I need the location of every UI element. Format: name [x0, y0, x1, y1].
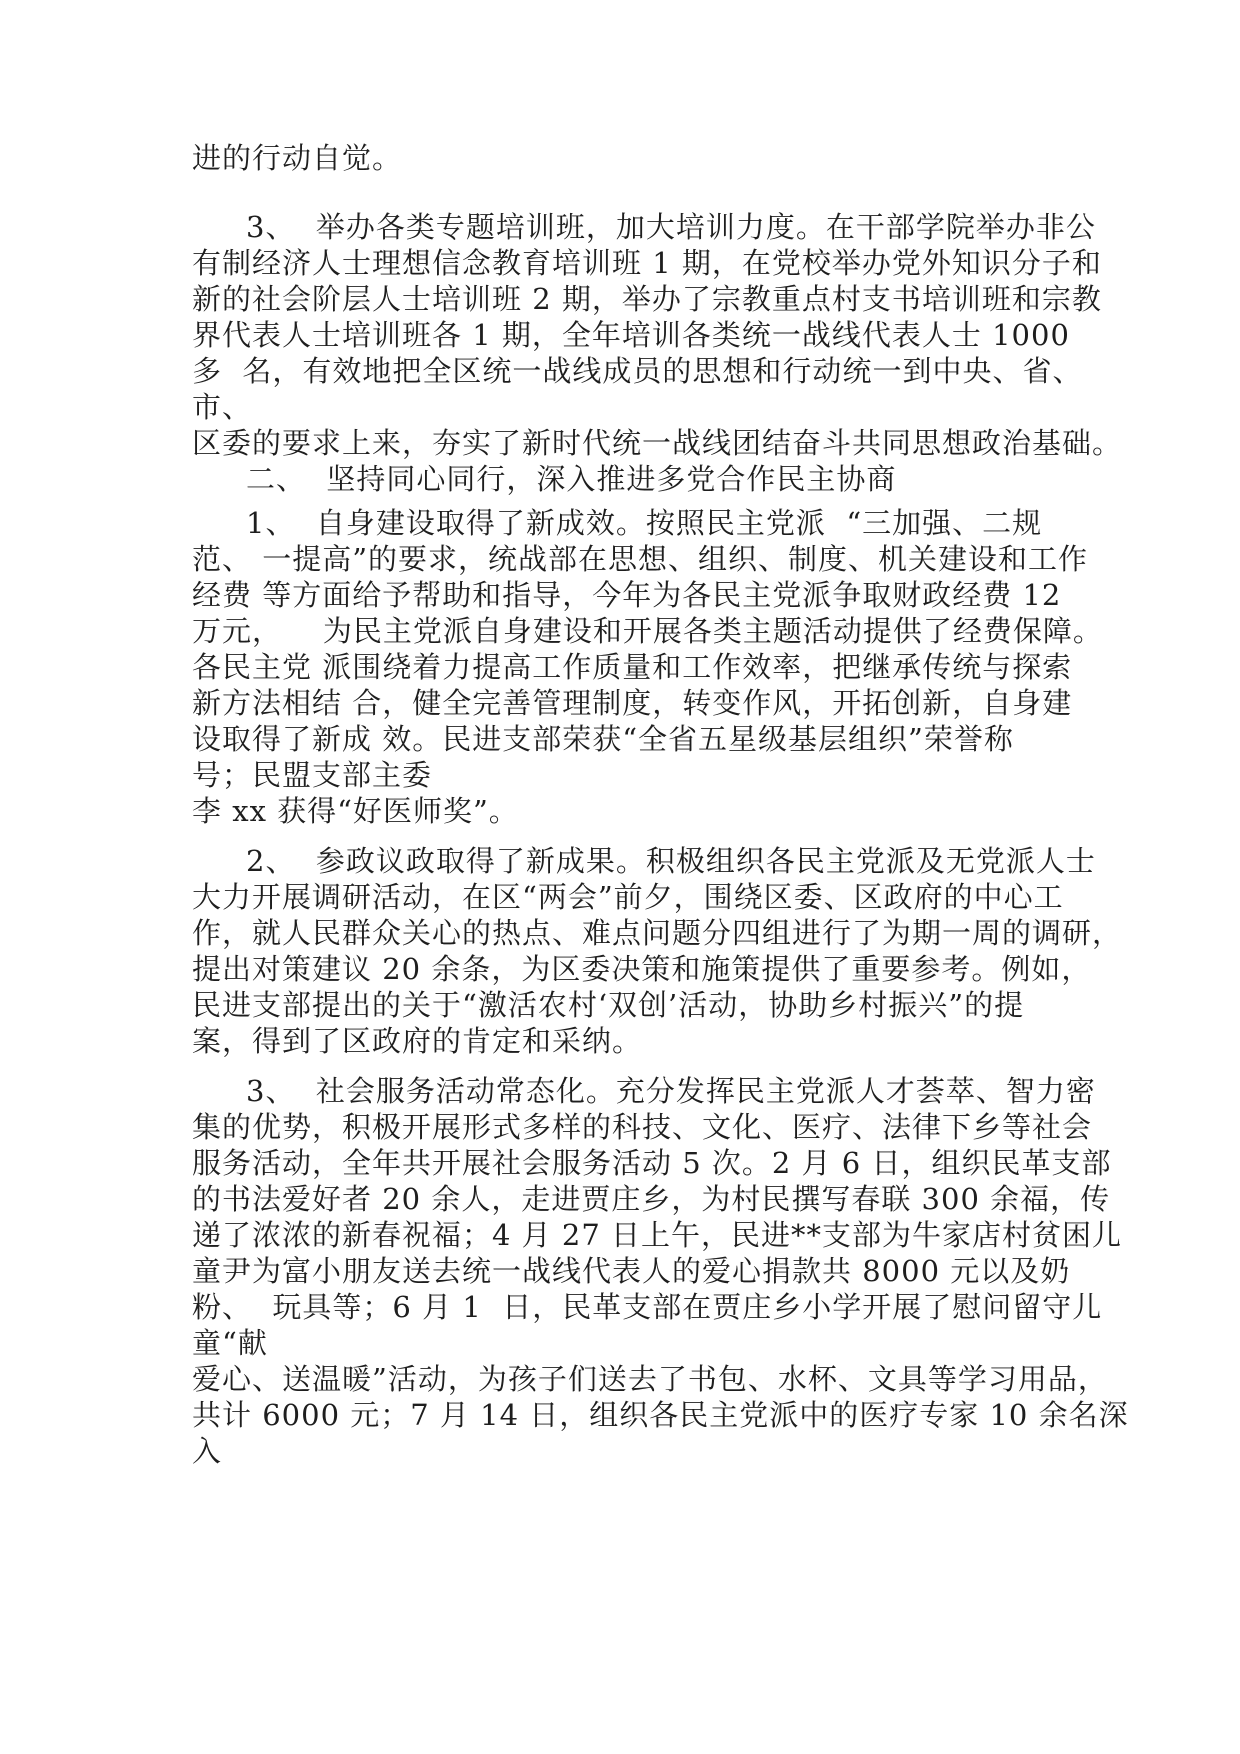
- text-line: 2、 参政议政取得了新成果。积极组织各民主党派及无党派人士: [246, 844, 1096, 878]
- text-line: 递了浓浓的新春祝福；4 月 27 日上午，民进**支部为牛家店村贫困儿: [192, 1218, 1123, 1252]
- text-line: 范、 一提高”的要求，统战部在思想、组织、制度、机关建设和工作: [192, 542, 1089, 576]
- text-line: 万元， 为民主党派自身建设和开展各类主题活动提供了经费保障。: [192, 614, 1103, 648]
- text-line: 3、 社会服务活动常态化。充分发挥民主党派人才荟萃、智力密: [246, 1074, 1096, 1108]
- text-line: 案，得到了区政府的肯定和采纳。: [192, 1024, 643, 1058]
- text-line: 设取得了新成 效。民进支部荣获“全省五星级基层组织”荣誉称: [192, 722, 1014, 756]
- text-line: 提出对策建议 20 余条，为区委决策和施策提供了重要参考。例如，: [192, 952, 1092, 986]
- text-line: 粉、 玩具等；6 月 1 日，民革支部在贾庄乡小学开展了慰问留守儿: [192, 1290, 1103, 1324]
- text-line: 童“献: [192, 1326, 268, 1360]
- text-line: 新方法相结 合，健全完善管理制度，转变作风，开拓创新，自身建: [192, 686, 1073, 720]
- text-line: 各民主党 派围绕着力提高工作质量和工作效率，把继承传统与探索: [192, 650, 1073, 684]
- text-line: 界代表人士培训班各 1 期，全年培训各类统一战线代表人士 1000: [192, 318, 1070, 352]
- text-line: 作，就人民群众关心的热点、难点问题分四组进行了为期一周的调研，: [192, 916, 1123, 950]
- text-line: 大力开展调研活动，在区“两会”前夕，围绕区委、区政府的中心工: [192, 880, 1064, 914]
- text-line: 市、: [192, 390, 253, 424]
- text-line: 集的优势，积极开展形式多样的科技、文化、医疗、法律下乡等社会: [192, 1110, 1093, 1144]
- text-line: 3、 举办各类专题培训班，加大培训力度。在干部学院举办非公: [246, 210, 1096, 244]
- text-line: 多 名，有效地把全区统一战线成员的思想和行动统一到中央、省、: [192, 354, 1083, 388]
- text-line: 进的行动自觉。: [192, 141, 403, 175]
- text-line: 新的社会阶层人士培训班 2 期，举办了宗教重点村支书培训班和宗教: [192, 282, 1102, 316]
- text-line: 有制经济人士理想信念教育培训班 1 期，在党校举办党外知识分子和: [192, 246, 1102, 280]
- text-line: 共计 6000 元；7 月 14 日，组织各民主党派中的医疗专家 10 余名深: [192, 1398, 1129, 1432]
- section-heading: 二、 坚持同心同行，深入推进多党合作民主协商: [246, 462, 897, 496]
- text-line: 经费 等方面给予帮助和指导，今年为各民主党派争取财政经费 12: [192, 578, 1062, 612]
- text-line: 号；民盟支部主委: [192, 758, 433, 792]
- text-line: 爱心、送温暖”活动，为孩子们送去了书包、水杯、文具等学习用品，: [192, 1362, 1108, 1396]
- text-line: 李 xx 获得“好医师奖”。: [192, 794, 519, 828]
- text-line: 1、 自身建设取得了新成效。按照民主党派 “三加强、二规: [246, 506, 1043, 540]
- text-line: 民进支部提出的关于“激活农村‘双创’活动，协助乡村振兴”的提: [192, 988, 1025, 1022]
- text-line: 区委的要求上来，夯实了新时代统一战线团结奋斗共同思想政治基础。: [192, 426, 1123, 460]
- text-line: 入: [192, 1434, 223, 1468]
- text-line: 服务活动，全年共开展社会服务活动 5 次。2 月 6 日，组织民革支部: [192, 1146, 1112, 1180]
- text-line: 童尹为富小朋友送去统一战线代表人的爱心捐款共 8000 元以及奶: [192, 1254, 1071, 1288]
- text-line: 的书法爱好者 20 余人，走进贾庄乡，为村民撰写春联 300 余福，传: [192, 1182, 1111, 1216]
